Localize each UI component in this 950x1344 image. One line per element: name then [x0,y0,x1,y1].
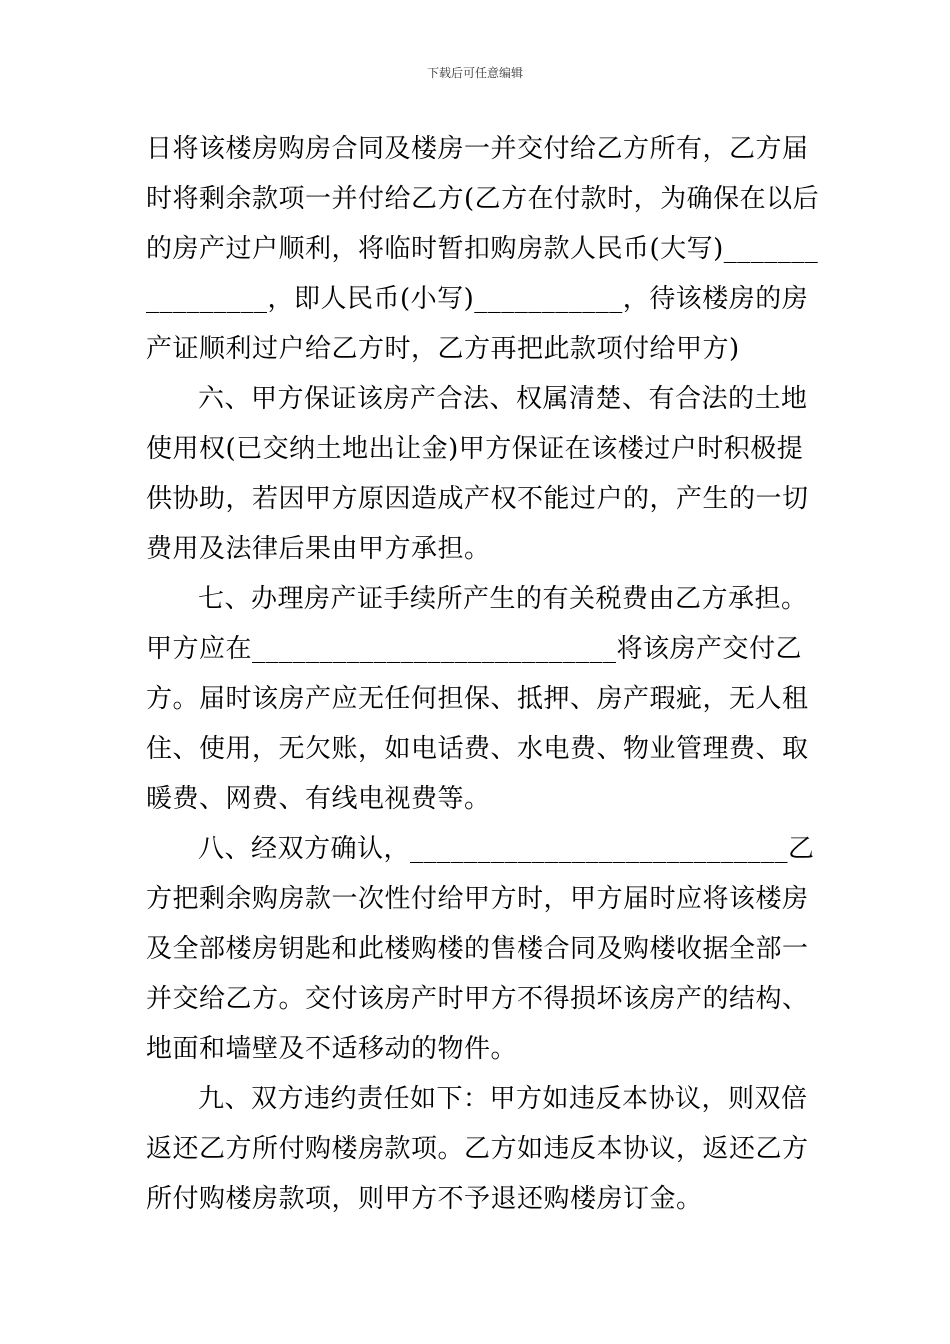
clause-8-start: 八、经双方确认，____________________________乙 [198,834,815,864]
text-line: 返还乙方所付购楼房款项。乙方如违反本协议，返还乙方 [146,1134,809,1164]
text-line: 暖费、网费、有线电视费等。 [146,784,491,814]
clause-7-start: 七、办理房产证手续所产生的有关税费由乙方承担。 [198,584,808,614]
text-line: 的房产过户顺利，将临时暂扣购房款人民币(大写)_______ [146,234,819,264]
text-line: 所付购楼房款项，则甲方不予退还购楼房订金。 [146,1184,703,1214]
text-line: 地面和墙壁及不适移动的物件。 [146,1034,518,1064]
page-header: 下载后可任意编辑 [426,66,523,80]
text-line: 及全部楼房钥匙和此楼购楼的售楼合同及购楼收据全部一 [146,934,809,964]
clause-6-start: 六、甲方保证该房产合法、权属清楚、有合法的土地 [198,384,808,414]
document-body [146,124,820,1224]
text-line: 住、使用，无欠账，如电话费、水电费、物业管理费、取 [146,734,809,764]
text-line: 费用及法律后果由甲方承担。 [146,534,491,564]
text-line: 方把剩余购房款一次性付给甲方时，甲方届时应将该楼房 [146,884,809,914]
text-line: 时将剩余款项一并付给乙方(乙方在付款时，为确保在以后 [146,184,820,214]
text-line: 日将该楼房购房合同及楼房一并交付给乙方所有，乙方届 [146,134,809,164]
text-line: 供协助，若因甲方原因造成产权不能过户的，产生的一切 [146,484,809,514]
text-line: 产证顺利过户给乙方时，乙方再把此款项付给甲方) [146,334,740,364]
text-line: 使用权(已交纳土地出让金)甲方保证在该楼过户时积极提 [146,434,804,464]
text-line: 甲方应在___________________________将该房产交付乙 [146,634,803,664]
text-line: 方。届时该房产应无任何担保、抵押、房产瑕疵，无人租 [146,684,809,714]
text-line: _________，即人民币(小写)___________，待该楼房的房 [146,284,809,314]
text-line: 并交给乙方。交付该房产时甲方不得损坏该房产的结构、 [146,984,809,1014]
clause-9-start: 九、双方违约责任如下：甲方如违反本协议，则双倍 [198,1084,808,1114]
